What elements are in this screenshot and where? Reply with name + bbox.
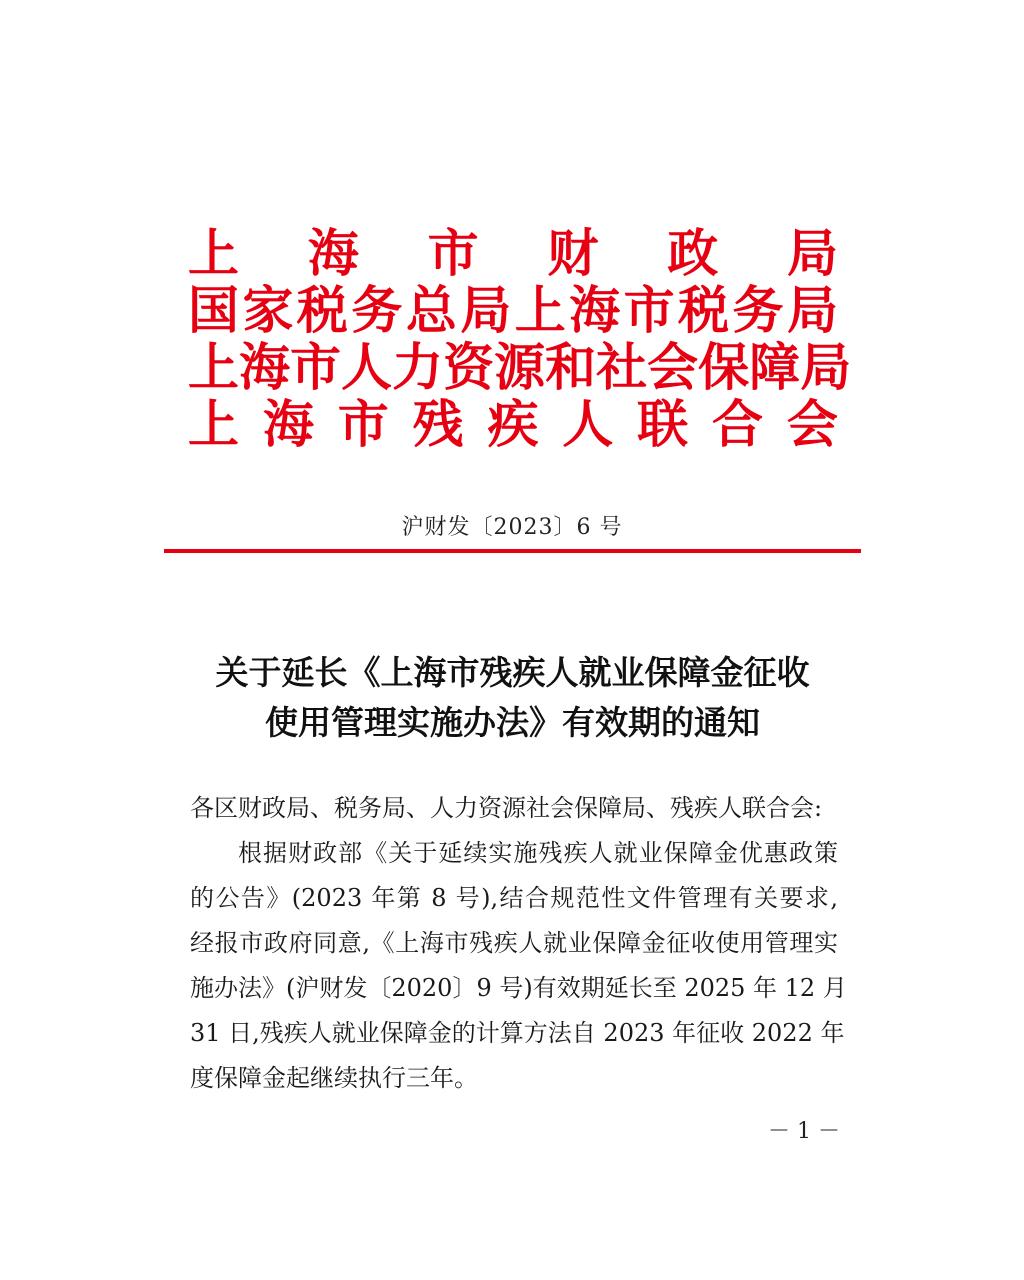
agency-char: 务 bbox=[732, 282, 784, 341]
agency-char: 局 bbox=[786, 225, 838, 284]
agency-hr-social-security-bureau bbox=[188, 339, 852, 398]
document-number: 沪财发〔2023〕6 号 bbox=[401, 515, 623, 540]
agency-char: 局 bbox=[786, 282, 838, 341]
agency-char: 社 bbox=[596, 339, 648, 398]
agency-char: 会 bbox=[647, 339, 699, 398]
paragraph-line: 经报市政府同意,《上海市残疾人就业保障金征收使用管理实 bbox=[190, 929, 838, 957]
agency-char: 海 bbox=[262, 396, 314, 455]
agency-char: 障 bbox=[749, 339, 801, 398]
agency-char: 局 bbox=[460, 282, 512, 341]
agency-char: 税 bbox=[296, 282, 348, 341]
agency-char: 源 bbox=[494, 339, 546, 398]
agency-char: 疾 bbox=[487, 396, 539, 455]
agency-finance-bureau bbox=[188, 226, 838, 283]
notice-title-line-2: 使用管理实施办法》有效期的通知 bbox=[265, 703, 760, 742]
agency-char: 人 bbox=[562, 396, 614, 455]
agency-char: 国 bbox=[188, 282, 240, 341]
agency-char: 和 bbox=[545, 339, 597, 398]
agency-tax-bureau bbox=[188, 283, 838, 340]
agency-char: 海 bbox=[569, 282, 621, 341]
agency-char: 市 bbox=[290, 339, 342, 398]
agency-char: 上 bbox=[514, 282, 566, 341]
issuing-agencies-header bbox=[188, 225, 852, 455]
agency-char: 总 bbox=[405, 282, 457, 341]
page-number: － 1 － bbox=[768, 1119, 840, 1144]
notice-body bbox=[190, 786, 847, 1101]
agency-char: 联 bbox=[637, 396, 689, 455]
agency-char: 市 bbox=[337, 396, 389, 455]
agency-char: 务 bbox=[351, 282, 403, 341]
agency-char: 上 bbox=[188, 225, 240, 284]
paragraph-line: 的公告》(2023 年第 8 号),结合规范性文件管理有关要求, bbox=[190, 884, 838, 912]
agency-char: 人 bbox=[341, 339, 393, 398]
agency-char: 局 bbox=[800, 339, 852, 398]
notice-title-line-1: 关于延长《上海市残疾人就业保障金征收 bbox=[215, 653, 810, 692]
agency-char: 力 bbox=[392, 339, 444, 398]
notice-title bbox=[164, 648, 861, 748]
salutation: 各区财政局、税务局、人力资源社会保障局、残疾人联合会: bbox=[190, 794, 823, 822]
agency-char: 保 bbox=[698, 339, 750, 398]
agency-char: 家 bbox=[242, 282, 294, 341]
agency-char: 海 bbox=[307, 225, 359, 284]
paragraph-line: 施办法》(沪财发〔2020〕9 号)有效期延长至 2025 年 12 月 bbox=[190, 974, 847, 1002]
red-separator-line bbox=[164, 549, 861, 553]
agency-char: 会 bbox=[786, 396, 838, 455]
agency-char: 市 bbox=[427, 225, 479, 284]
paragraph-line: 根据财政部《关于延续实施残疾人就业保障金优惠政策 bbox=[238, 839, 838, 867]
agency-char: 资 bbox=[443, 339, 495, 398]
agency-char: 市 bbox=[623, 282, 675, 341]
agency-disabled-persons-federation bbox=[188, 397, 838, 454]
agency-char: 上 bbox=[188, 396, 240, 455]
paragraph-line: 度保障金起继续执行三年。 bbox=[190, 1064, 478, 1092]
agency-char: 海 bbox=[239, 339, 291, 398]
agency-char: 合 bbox=[712, 396, 764, 455]
agency-char: 残 bbox=[412, 396, 464, 455]
paragraph-line: 31 日,残疾人就业保障金的计算方法自 2023 年征收 2022 年 bbox=[190, 1019, 845, 1047]
agency-char: 税 bbox=[678, 282, 730, 341]
agency-char: 财 bbox=[547, 225, 599, 284]
agency-char: 上 bbox=[188, 339, 240, 398]
agency-char: 政 bbox=[667, 225, 719, 284]
body-paragraph bbox=[190, 831, 847, 1101]
